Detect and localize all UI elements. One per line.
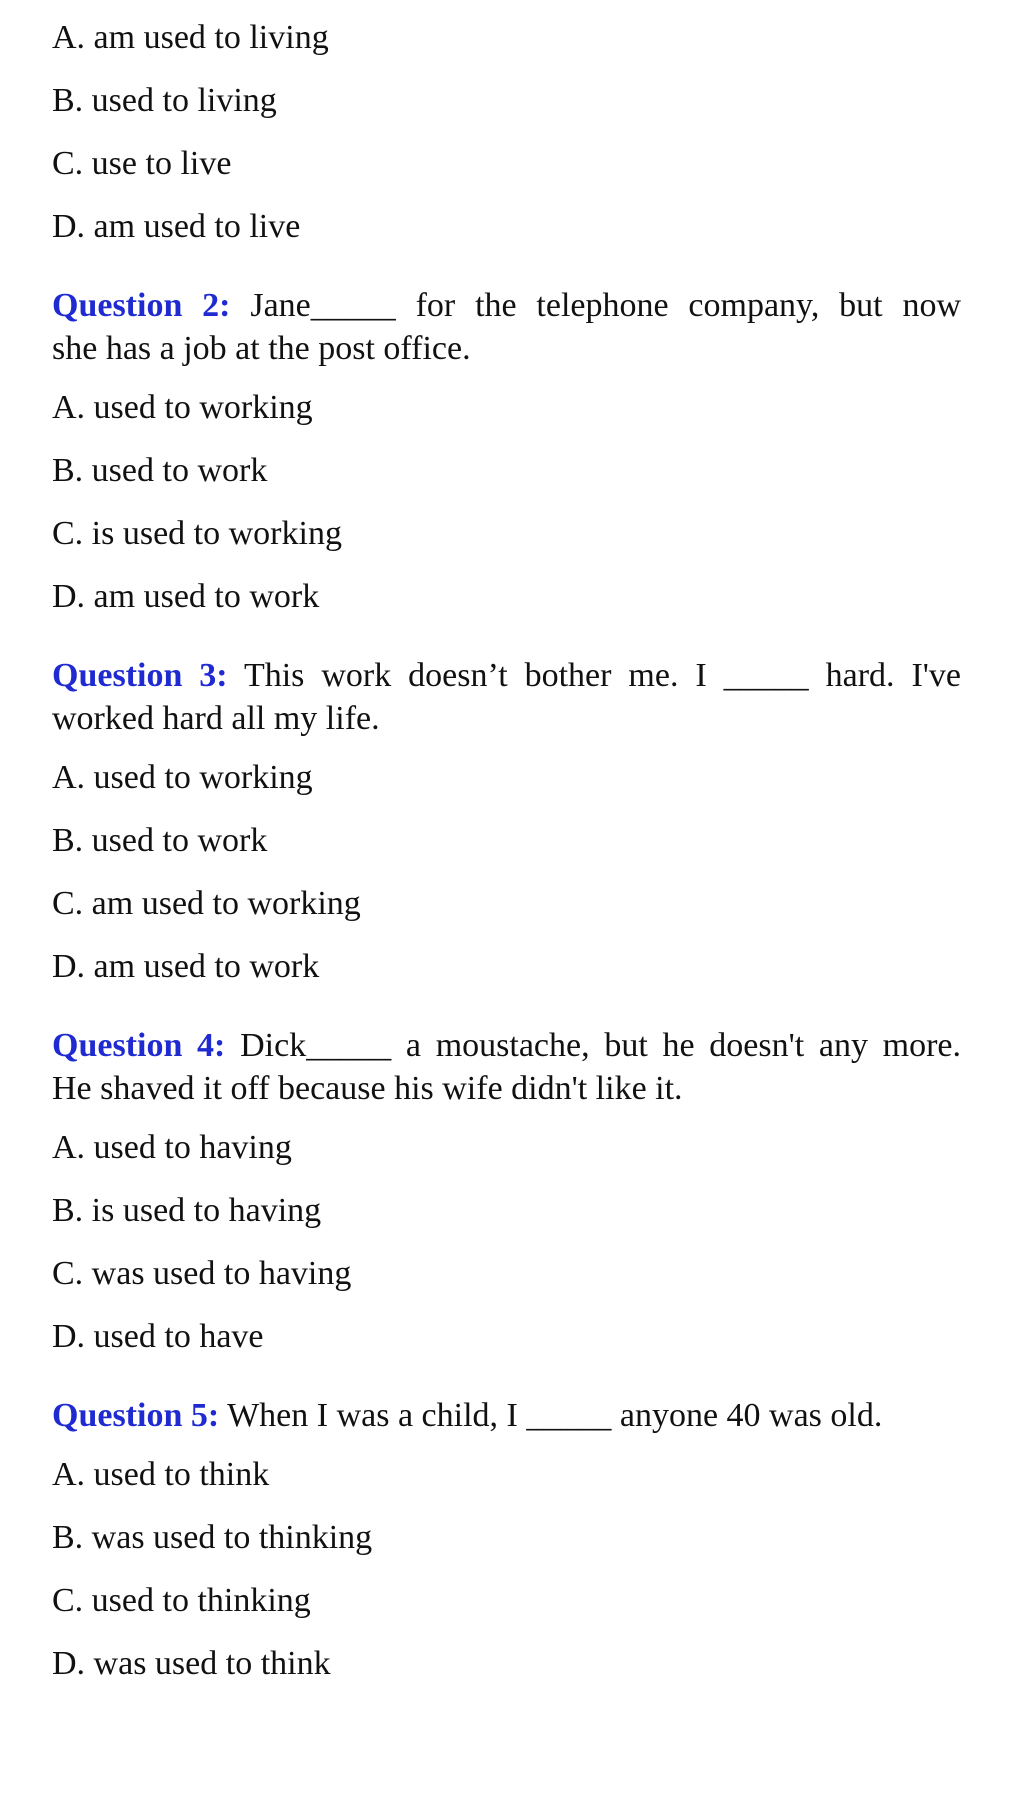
option-c: C. use to live bbox=[52, 145, 232, 182]
option-d: D. am used to work bbox=[52, 578, 320, 615]
question-stem bbox=[52, 654, 961, 740]
option-a: A. used to having bbox=[52, 1129, 292, 1166]
option-d: D. used to have bbox=[52, 1318, 264, 1355]
option-a: A. used to working bbox=[52, 759, 313, 796]
option-d: D. am used to live bbox=[52, 208, 301, 245]
question-label: Question 5: bbox=[52, 1397, 220, 1434]
answer-blank: _____ bbox=[306, 1027, 392, 1064]
question-label: Question 2: bbox=[52, 287, 231, 324]
option-a: A. used to working bbox=[52, 389, 313, 426]
question-2 bbox=[52, 284, 961, 617]
option-c: C. am used to working bbox=[52, 885, 361, 922]
answer-blank: _____ bbox=[526, 1397, 612, 1434]
answer-blank: _____ bbox=[310, 287, 396, 324]
option-c: C. was used to having bbox=[52, 1255, 352, 1292]
option-d: D. am used to work bbox=[52, 948, 320, 985]
previous-question-options bbox=[52, 18, 961, 247]
stem-text-before: Jane bbox=[250, 287, 311, 324]
question-5 bbox=[52, 1394, 961, 1684]
question-stem bbox=[52, 1394, 961, 1437]
stem-line-1 bbox=[52, 1024, 961, 1067]
question-label: Question 3: bbox=[52, 657, 228, 694]
option-b: B. used to living bbox=[52, 82, 277, 119]
question-3 bbox=[52, 654, 961, 987]
stem-text-before: This work doesn’t bother me. I bbox=[243, 657, 707, 694]
stem-text-after: anyone 40 was old. bbox=[619, 1397, 883, 1434]
question-4 bbox=[52, 1024, 961, 1357]
stem-text-after: for the telephone company, but now bbox=[415, 287, 961, 324]
stem-text-before: When I was a child, I bbox=[227, 1397, 518, 1434]
stem-text-before: Dick bbox=[240, 1027, 307, 1064]
option-b: B. was used to thinking bbox=[52, 1519, 373, 1556]
question-stem bbox=[52, 1024, 961, 1110]
stem-line-2: He shaved it off because his wife didn't like it. bbox=[52, 1070, 683, 1107]
option-a: A. used to think bbox=[52, 1456, 270, 1493]
stem-line-1 bbox=[52, 654, 961, 697]
option-c: C. is used to working bbox=[52, 515, 342, 552]
stem-line-2: worked hard all my life. bbox=[52, 700, 380, 737]
option-a: A. am used to living bbox=[52, 19, 329, 56]
option-b: B. used to work bbox=[52, 822, 268, 859]
question-stem bbox=[52, 284, 961, 370]
option-b: B. used to work bbox=[52, 452, 268, 489]
answer-blank: _____ bbox=[723, 657, 809, 694]
option-d: D. was used to think bbox=[52, 1645, 331, 1682]
stem-text-after: a moustache, but he doesn't any more. bbox=[405, 1027, 962, 1064]
stem-line-2: she has a job at the post office. bbox=[52, 330, 471, 367]
question-label: Question 4: bbox=[52, 1027, 226, 1064]
stem-text-after: hard. I've bbox=[825, 657, 962, 694]
stem-line-1 bbox=[52, 284, 961, 327]
option-b: B. is used to having bbox=[52, 1192, 322, 1229]
option-c: C. used to thinking bbox=[52, 1582, 311, 1619]
stem-line-1 bbox=[52, 1394, 961, 1437]
